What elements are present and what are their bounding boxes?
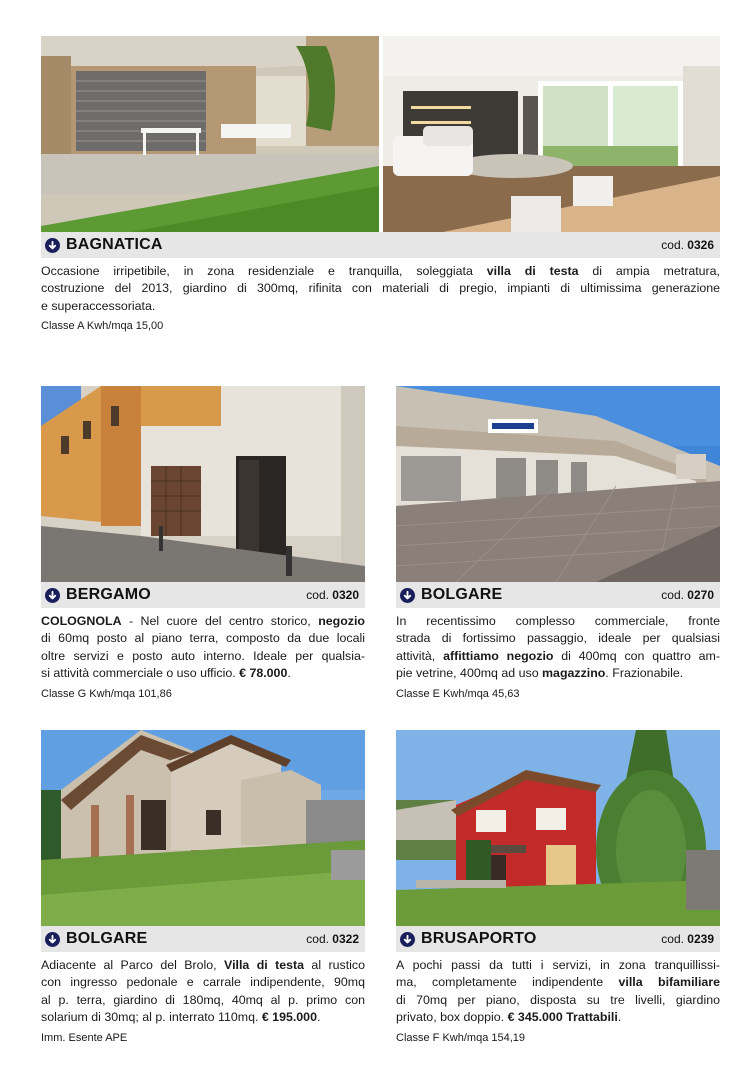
listing-code: cod. 0239 [661,932,714,946]
bolgare-mobilfarm-photo [396,386,720,582]
listing-header-bolgare-0270 [396,582,720,608]
listing-description: Adiacente al Parco del Brolo, Villa di testa al rustico con ingresso pedonale e carrale indipendente, 90mq al p. terra, giardino di 180mq, 40mq al p. primo con solarium di 30mq; al p. interrato 110mq. € 195.000. [41,958,365,1025]
arrow-down-circle-icon [45,588,60,603]
energy-class: Classe E Kwh/mqa 45,63 [396,688,520,700]
bagnatica-living-room-photo [383,36,720,232]
arrow-down-circle-icon [400,932,415,947]
listing-town: BOLGARE [421,586,503,603]
listing-header-brusaporto [396,926,720,952]
listing-header-bagnatica [41,232,720,258]
listing-town: BRUSAPORTO [421,930,537,947]
energy-class: Imm. Esente APE [41,1032,128,1044]
brusaporto-red-villa-photo [396,730,720,926]
listing-description: Occasione irripetibile, in zona residenziale e tranquilla, soleggiata villa di testa di ampia metratura, costruzione del 2013, giardino di 300mq, rifinita con materiali di pregio, impianti di ultimissima generazione e superaccessoriata. [41,264,721,313]
listing-header-bolgare-0322 [41,926,365,952]
listing-code: cod. 0326 [661,238,714,252]
listing-description: COLOGNOLA - Nel cuore del centro storico, negozio di 60mq posto al piano terra, composto da due locali oltre servizi e posto auto interno. Ideale per qualsia- si attività commerciale o uso ufficio. € 78.000. [41,614,365,681]
arrow-down-circle-icon [45,238,60,253]
energy-class: Classe A Kwh/mqa 15,00 [41,320,164,332]
listing-code: cod. 0270 [661,588,714,602]
energy-class: Classe F Kwh/mqa 154,19 [396,1032,526,1044]
listing-town: BOLGARE [66,930,148,947]
bergamo-shop-photo [41,386,365,582]
arrow-down-circle-icon [400,588,415,603]
listing-description: A pochi passi da tutti i servizi, in zona tranquillissi- ma, completamente indipendente villa bifamiliare di 70mq per piano, disposta su tre livelli, giardino privato, box doppio. € 345.000 Trattabili. [396,958,720,1025]
bolgare-rustic-villa-photo [41,730,365,926]
bagnatica-terrace-photo [41,36,379,232]
arrow-down-circle-icon [45,932,60,947]
listing-description: In recentissimo complesso commerciale, fronte strada di fortissimo passaggio, ideale per qualsiasi attività, affittiamo negozio di 400mq con quattro am- pie vetrine, 400mq ad uso magazzino. Frazionabile. [396,614,720,681]
listing-code: cod. 0322 [306,932,359,946]
listing-town: BERGAMO [66,586,151,603]
listing-header-bergamo [41,582,365,608]
listing-town: BAGNATICA [66,236,163,253]
energy-class: Classe G Kwh/mqa 101,86 [41,688,172,700]
listing-code: cod. 0320 [306,588,359,602]
